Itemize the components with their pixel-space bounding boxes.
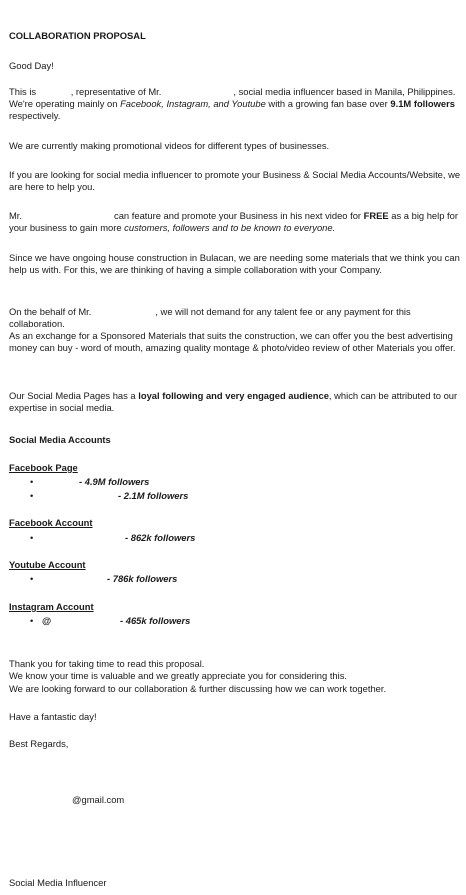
para6-b: , we will not demand for any talent fee or any payment for this collaboration. xyxy=(9,306,411,329)
intro-followers: 9.1M followers xyxy=(390,98,455,109)
bullet-icon: • xyxy=(30,476,34,487)
paragraph-feature xyxy=(9,210,461,234)
para4-c: as a big help for your business to gain more xyxy=(9,210,458,233)
paragraph-promo-videos: We are currently making promotional videos for different types of businesses. xyxy=(9,140,330,151)
para4-free: FREE xyxy=(363,210,389,221)
closing-line-1: Thank you for taking time to read this proposal. xyxy=(9,658,205,669)
para6-a: On the behalf of Mr. xyxy=(9,306,92,317)
instagram-account-item-1: - 465k followers xyxy=(120,615,191,626)
para7-a: Our Social Media Pages has a xyxy=(9,390,139,401)
youtube-account-item-1: - 786k followers xyxy=(107,573,178,584)
at-icon: @ xyxy=(42,615,52,626)
fantastic-day: Have a fantastic day! xyxy=(9,711,97,722)
intro-platforms: Facebook, Instagram, and Youtube xyxy=(120,98,266,109)
para7-b: loyal following and very engaged audience xyxy=(138,390,329,401)
bullet-icon: • xyxy=(30,615,34,626)
paragraph-loyal xyxy=(9,390,461,414)
bullet-icon: • xyxy=(30,490,34,501)
best-regards: Best Regards, xyxy=(9,738,69,749)
instagram-account-label: Instagram Account xyxy=(9,601,94,612)
paragraph-exchange: As an exchange for a Sponsored Materials that suits the construction, we can offer you the best advertising money can buy - word of mouth, amazing quality montage & photo/video review of other Materials you offer. xyxy=(9,330,456,353)
bullet-icon: • xyxy=(30,532,34,543)
paragraph-construction: Since we have ongoing house construction in Bulacan, we are needing some materials that we think you can help us with. For this, we are thinking of having a simple collaboration with your Company. xyxy=(9,252,460,275)
closing-line-2: We know your time is valuable and we greatly appreciate you for considering this. xyxy=(9,670,348,681)
youtube-account-label: Youtube Account xyxy=(9,559,86,570)
greeting: Good Day! xyxy=(9,60,54,71)
facebook-page-item-1: - 4.9M followers xyxy=(79,476,150,487)
bullet-icon: • xyxy=(30,573,34,584)
para4-a: Mr. xyxy=(9,210,23,221)
intro-a: This is xyxy=(9,86,39,97)
paragraph-behalf xyxy=(9,306,461,330)
para7-c: , which can be attributed to our expertise in social media. xyxy=(9,390,458,413)
accounts-heading: Social Media Accounts xyxy=(9,434,111,445)
facebook-account-item-1: - 862k followers xyxy=(125,532,196,543)
closing-line-3: We are looking forward to our collaboration & further discussing how we can work together. xyxy=(9,683,387,694)
email-address: @gmail.com xyxy=(72,794,125,805)
intro-e: respectively. xyxy=(9,110,61,121)
intro-c: , social media influencer based in Manila, Philippines. We're operating mainly on xyxy=(9,86,456,109)
facebook-account-label: Facebook Account xyxy=(9,517,93,528)
facebook-page-item-2: - 2.1M followers xyxy=(118,490,189,501)
para4-d: customers, followers and to be known to everyone. xyxy=(124,222,336,233)
paragraph-looking-for: If you are looking for social media influencer to promote your Business & Social Media Accounts/Website, we are here to help you. xyxy=(9,169,461,192)
intro-paragraph xyxy=(9,86,461,122)
facebook-page-label: Facebook Page xyxy=(9,462,78,473)
intro-d: with a growing fan base over xyxy=(265,98,391,109)
signature-title: Social Media Influencer xyxy=(9,877,107,888)
para4-b: can feature and promote your Business in his next video for xyxy=(114,210,364,221)
intro-b: , representative of Mr. xyxy=(70,86,162,97)
document-title: COLLABORATION PROPOSAL xyxy=(9,30,146,41)
